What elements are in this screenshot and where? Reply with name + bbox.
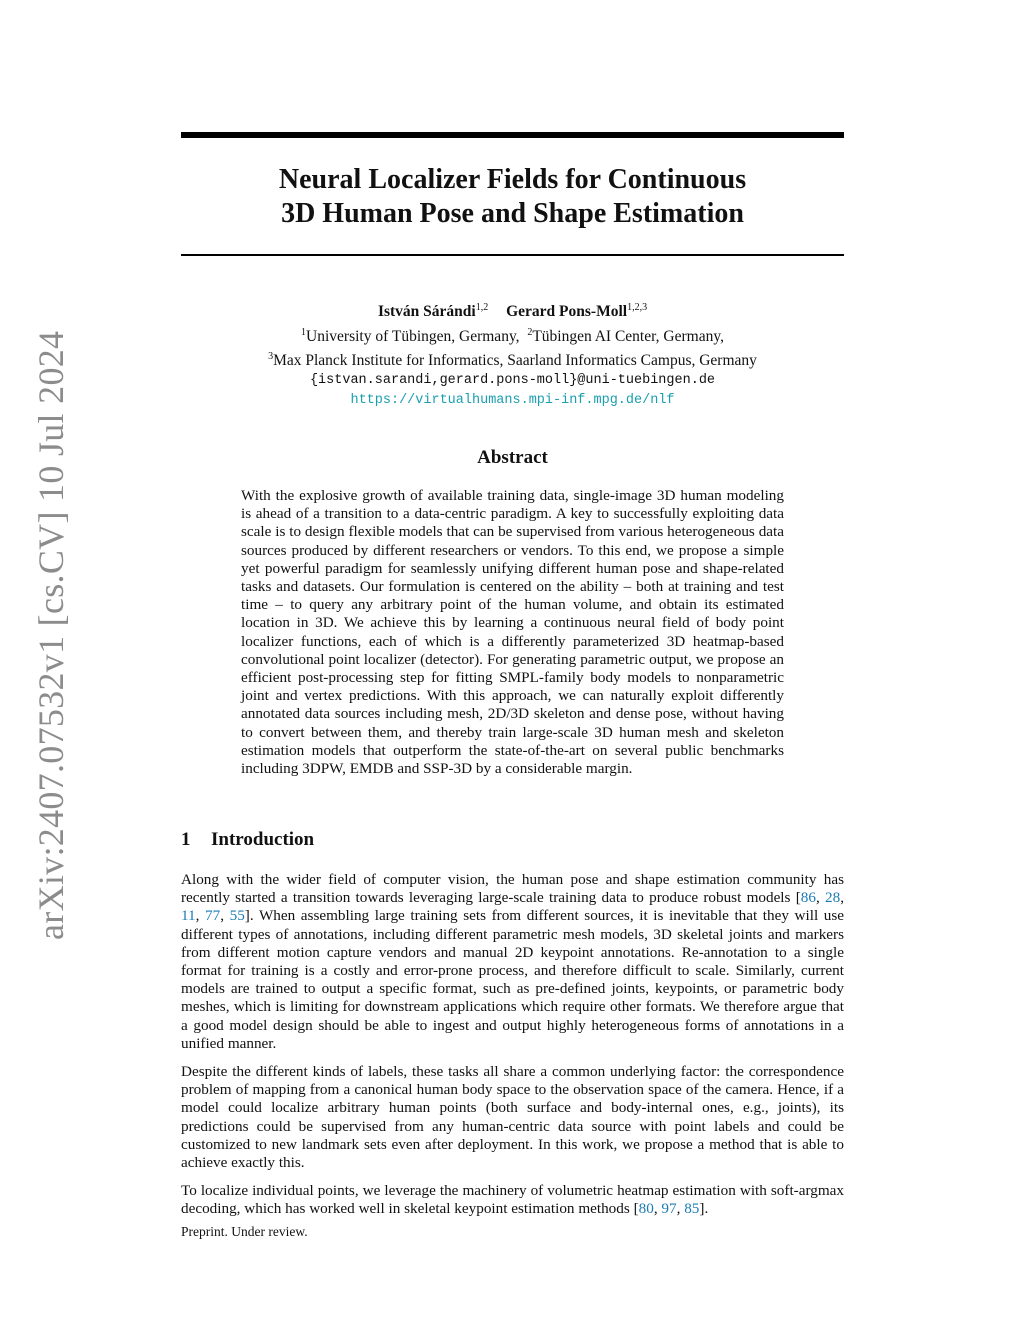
citation-link[interactable]: 86 bbox=[800, 889, 816, 907]
title-line-2: 3D Human Pose and Shape Estimation bbox=[281, 198, 744, 229]
affiliations bbox=[181, 323, 844, 411]
affiliation-line bbox=[181, 347, 844, 371]
title-bottom-rule bbox=[181, 254, 844, 256]
affiliation-mark: 2 bbox=[527, 327, 533, 338]
paragraph-text: To localize individual points, we leverage the machinery of volumetric heatmap estimation with soft-argmax decoding, which has worked well in skeletal keypoint estimation methods [ bbox=[181, 1182, 844, 1218]
section-number: 1 bbox=[181, 829, 191, 850]
citation-link[interactable]: 80 bbox=[638, 1200, 654, 1218]
paper-title bbox=[181, 163, 844, 231]
affiliation-line bbox=[181, 323, 844, 347]
arxiv-identifier-stamp: arXiv:2407.07532v1 [cs.CV] 10 Jul 2024 bbox=[31, 330, 71, 940]
paragraph: Despite the different kinds of labels, these tasks all share a common underlying factor: the correspondence problem of mapping from a canonical human body space to the observation space of the camera. Hence, if a model could localize arbitrary human points (both surface and body-internal ones, e.g., joints), its predictions could be supervised from any human-centric data source with point labels and could be customized to new landmark sets even after deployment. In this work, we propose a method that is able to achieve exactly this. bbox=[181, 1063, 844, 1172]
citation-link[interactable]: 55 bbox=[229, 907, 245, 925]
author-affiliation-marks: 1,2 bbox=[475, 302, 489, 313]
affiliation-mark: 1 bbox=[301, 327, 307, 338]
citation-link[interactable]: 85 bbox=[684, 1200, 700, 1218]
citation-link[interactable]: 11 bbox=[181, 907, 196, 925]
author-affiliation-marks: 1,2,3 bbox=[627, 302, 648, 313]
paragraph-text: Along with the wider field of computer vision, the human pose and shape estimation community has recently started a transition towards leveraging large-scale training data to produce robust models [ bbox=[181, 871, 844, 907]
paragraph: Along with the wider field of computer vision, the human pose and shape estimation community has recently started a transition towards leveraging large-scale training data to produce robust models [86, 28, 11, 77, 55]. When assembling large training sets from different sources, it is inevitable that they will use different types of annotations, including different parametric mesh models, 3D skeletal joints and markers from different motion capture vendors and manual 2D keypoint annotations. Re-annotation to a single format for training is a costly and error-prone process, and therefore difficult to scale. Similarly, current models are trained to output a specific format, such as pre-defined joints, keypoints, or parametric body meshes, which is limiting for downstream applications which require other formats. We therefore argue that a good model design should be able to ingest and output highly heterogeneous forms of annotations in a unified manner. bbox=[181, 871, 845, 1052]
citation-link[interactable]: 97 bbox=[661, 1200, 677, 1218]
author-name: Gerard Pons-Moll bbox=[506, 303, 628, 320]
paragraph-text: ]. When assembling large training sets from different sources, it is inevitable that they will use different types of annotations, including different parametric mesh models, 3D skeletal joints and markers from different motion capture vendors and manual 2D keypoint annotations. Re-annotation to a single format for training is a costly and error-prone process, and therefore difficult to scale. Similarly, current models are trained to output a specific format, such as pre-defined joints, keypoints, or parametric body meshes, which is limiting for downstream applications which require other formats. We therefore argue that a good model design should be able to ingest and output highly heterogeneous forms of annotations in a unified manner. bbox=[181, 907, 845, 1052]
abstract-text: With the explosive growth of available training data, single-image 3D human modeling is ahead of a transition to a data-centric paradigm. A key to successfully exploiting data scale is to design flexible models that can be supervised from various heterogeneous data sources produced by different researchers or vendors. To this end, we propose a simple yet powerful paradigm for seamlessly unifying different human pose and shape-related tasks and datasets. Our formulation is centered on the ability – both at training and test time – to query any arbitrary point of the human volume, and obtain its estimated location in 3D. We achieve this by learning a continuous neural field of body point localizer functions, each of which is a differently parameterized 3D heatmap-based convolutional point localizer (detector). For generating parametric output, we propose an efficient post-processing step for fitting SMPL-family body models to nonparametric joint and vertex predictions. With this approach, we can naturally exploit differently annotated data sources including mesh, 2D/3D skeleton and dense pose, without having to convert between them, and thereby train large-scale 3D human mesh and skeleton estimation models that outperform the state-of-the-art on several public benchmarks including 3DPW, EMDB and SSP-3D by a considerable margin. bbox=[241, 487, 784, 778]
author-name: István Sárándi bbox=[377, 303, 476, 320]
citation-link[interactable]: 28 bbox=[825, 889, 841, 907]
author-list bbox=[181, 298, 844, 322]
project-url-link[interactable]: https://virtualhumans.mpi-inf.mpg.de/nlf bbox=[350, 393, 675, 408]
title-line-1: Neural Localizer Fields for Continuous bbox=[278, 164, 747, 195]
title-top-rule bbox=[181, 132, 844, 138]
citation-link[interactable]: 77 bbox=[205, 907, 221, 925]
introduction-body bbox=[181, 871, 844, 1229]
preprint-footer: Preprint. Under review. bbox=[181, 1224, 308, 1239]
section-title: Introduction bbox=[211, 829, 315, 850]
abstract-heading: Abstract bbox=[477, 447, 548, 468]
affiliation-mark: 3 bbox=[268, 351, 274, 362]
section-heading-introduction bbox=[181, 828, 314, 852]
affiliation-2: Tübingen AI Center, Germany, bbox=[532, 328, 724, 345]
paragraph: To localize individual points, we leverage the machinery of volumetric heatmap estimation with soft-argmax decoding, which has worked well in skeletal keypoint estimation methods [80, 97, 85]. bbox=[181, 1182, 844, 1218]
affiliation-1: University of Tübingen, Germany, bbox=[306, 328, 520, 345]
author-emails: {istvan.sarandi,gerard.pons-moll}@uni-tuebingen.de bbox=[309, 373, 716, 388]
paragraph-text: ]. bbox=[699, 1200, 709, 1218]
affiliation-3: Max Planck Institute for Informatics, Saarland Informatics Campus, Germany bbox=[273, 352, 757, 369]
